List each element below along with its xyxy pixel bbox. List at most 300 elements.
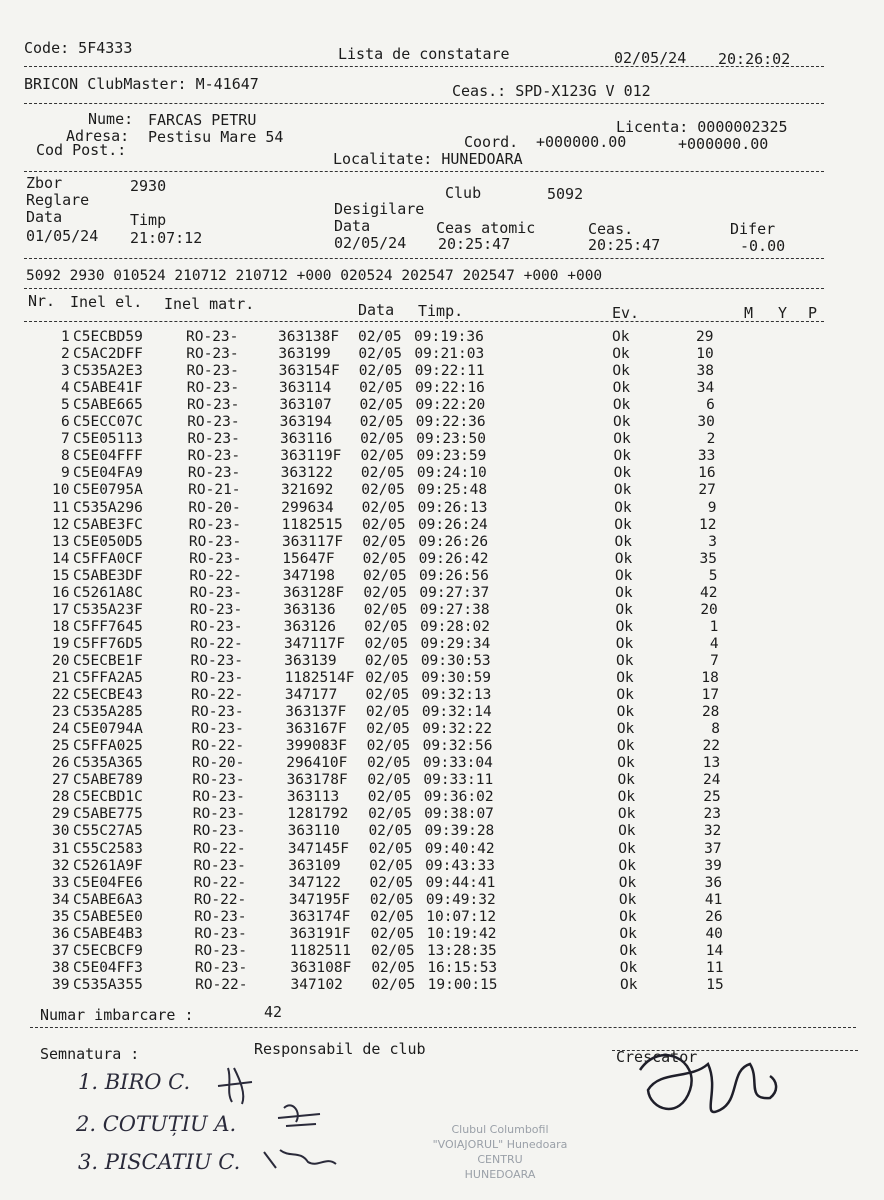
row-inel-matr: RO-23-: [186, 346, 239, 363]
row-time: 09:22:20: [415, 397, 486, 414]
row-time: 09:44:41: [425, 874, 496, 891]
row-date: 02/05: [371, 976, 416, 993]
row-event: Ok: [618, 857, 636, 874]
row-ring-number: 1182514F: [284, 670, 355, 686]
col-p: P: [808, 304, 818, 322]
row-rank: 41: [704, 891, 723, 908]
row-inel-matr: RO-22-: [193, 891, 247, 908]
row-event: Ok: [617, 806, 636, 823]
row-time: 09:30:53: [420, 652, 491, 669]
summary-line: 5092 2930 010524 210712 210712 +000 020524 202547 202547 +000 +000: [26, 268, 603, 284]
row-rank: 25: [703, 789, 721, 806]
row-nr: 19: [52, 635, 70, 652]
clubmaster-id: BRICON ClubMaster: M-41647: [24, 75, 259, 93]
desig-data: 02/05/24: [334, 234, 407, 252]
row-nr: 14: [52, 550, 70, 567]
row-ring-number: 15647F: [282, 550, 335, 567]
row-nr: 4: [61, 380, 70, 397]
col-inel-matr: Inel matr.: [164, 295, 255, 313]
col-data: Data: [358, 301, 395, 319]
row-time: 09:19:36: [414, 329, 484, 345]
row-date: 02/05: [367, 789, 412, 806]
row-inel-matr: RO-23-: [186, 329, 239, 345]
row-event: Ok: [614, 567, 633, 584]
row-inel-matr: RO-23-: [187, 431, 240, 448]
row-rank: 32: [703, 823, 722, 840]
row-rank: 15: [706, 976, 724, 993]
row-inel-el: C5FF7645: [73, 618, 143, 635]
row-inel-matr: RO-23-: [189, 550, 242, 567]
difer-label: Difer: [730, 220, 776, 238]
row-nr: 38: [52, 959, 70, 976]
signatory-1: 1. BIRO C.: [78, 1070, 191, 1094]
row-nr: 10: [52, 482, 70, 499]
row-nr: 33: [52, 874, 70, 891]
row-time: 09:22:16: [415, 380, 485, 397]
row-ring-number: 1281792: [287, 806, 349, 823]
row-ring-number: 363119F: [280, 448, 342, 465]
nume-label: Nume:: [88, 110, 134, 128]
row-date: 02/05: [367, 755, 411, 772]
row-rank: 24: [703, 772, 721, 789]
row-date: 02/05: [366, 738, 411, 755]
row-inel-el: C5ABE775: [73, 806, 143, 823]
row-date: 02/05: [361, 482, 405, 499]
row-inel-matr: RO-23-: [191, 704, 244, 721]
row-nr: 28: [52, 789, 70, 806]
row-rank: 5: [708, 567, 718, 584]
row-nr: 1: [61, 329, 70, 345]
row-rank: 23: [703, 806, 722, 823]
row-date: 02/05: [369, 874, 414, 891]
row-ring-number: 363178F: [286, 772, 348, 789]
row-time: 13:28:35: [426, 942, 497, 959]
row-nr: 27: [52, 772, 70, 789]
row-time: 09:36:02: [423, 789, 494, 806]
row-rank: 9: [707, 499, 717, 516]
row-date: 02/05: [364, 635, 409, 652]
row-inel-matr: RO-23-: [192, 772, 245, 789]
row-event: Ok: [612, 380, 631, 397]
row-inel-matr: RO-23-: [194, 925, 247, 942]
row-event: Ok: [615, 635, 634, 652]
row-rank: 22: [702, 738, 720, 755]
row-inel-el: C55C27A5: [73, 823, 143, 840]
row-ring-number: 363128F: [282, 584, 345, 601]
row-inel-matr: RO-23-: [187, 448, 241, 465]
row-inel-matr: RO-23-: [194, 908, 247, 925]
row-inel-el: C5ABE5E0: [73, 908, 143, 925]
row-date: 02/05: [368, 806, 412, 823]
row-inel-matr: RO-22-: [191, 738, 245, 755]
row-event: Ok: [616, 704, 635, 721]
row-inel-matr: RO-20-: [188, 499, 241, 516]
row-ring-number: 363107: [279, 397, 332, 414]
row-ring-number: 363139: [284, 652, 337, 669]
row-ring-number: 347198: [282, 567, 335, 584]
row-nr: 22: [52, 687, 70, 704]
row-ring-number: 363126: [283, 618, 336, 635]
row-rank: 29: [696, 329, 714, 345]
row-time: 09:26:26: [418, 533, 489, 550]
row-inel-matr: RO-23-: [191, 721, 244, 738]
row-date: 02/05: [366, 721, 410, 738]
row-rank: 40: [705, 925, 723, 942]
col-m: M: [744, 304, 754, 322]
row-rank: 38: [696, 363, 714, 380]
row-time: 09:33:11: [423, 772, 494, 789]
row-time: 10:19:42: [426, 925, 497, 942]
coord-label: Coord.: [464, 133, 519, 151]
row-date: 02/05: [367, 772, 412, 789]
row-ring-number: 363138F: [278, 329, 340, 345]
owner-name: FARCAS PETRU: [148, 111, 257, 129]
row-rank: 11: [705, 959, 724, 976]
row-event: Ok: [616, 670, 634, 686]
row-event: Ok: [617, 772, 635, 789]
row-event: Ok: [615, 601, 633, 618]
row-nr: 9: [61, 465, 70, 482]
difer-value: -0.00: [740, 237, 786, 255]
row-event: Ok: [614, 533, 632, 550]
row-event: Ok: [612, 397, 631, 414]
desigilare-label: Desigilare: [334, 200, 425, 218]
row-inel-matr: RO-23-: [190, 670, 244, 686]
ceas-value: 20:25:47: [588, 236, 661, 254]
row-inel-matr: RO-22-: [193, 840, 246, 857]
club-stamp: [395, 1122, 605, 1182]
reglare-data-label: Data: [26, 208, 63, 226]
row-ring-number: 363117F: [281, 533, 344, 550]
row-nr: 39: [52, 976, 70, 993]
row-nr: 16: [52, 584, 70, 601]
row-inel-matr: RO-23-: [194, 942, 248, 959]
row-time: 09:27:37: [419, 584, 490, 601]
row-event: Ok: [617, 789, 636, 806]
row-time: 10:07:12: [426, 908, 497, 925]
responsabil-label: Responsabil de club: [254, 1040, 426, 1058]
header-time: 20:26:02: [718, 50, 791, 68]
row-time: 09:32:56: [422, 738, 493, 755]
row-inel-el: C5FFA0CF: [73, 550, 143, 567]
row-ring-number: 299634: [281, 499, 334, 516]
row-inel-el: C5ECBE1F: [73, 652, 143, 669]
locality: Localitate: HUNEDOARA: [333, 150, 523, 168]
row-ring-number: 363108F: [290, 959, 352, 976]
row-event: Ok: [618, 874, 637, 891]
col-inel-el: Inel el.: [70, 293, 143, 311]
row-rank: 35: [699, 550, 717, 567]
semnatura-label: Semnatura :: [40, 1045, 140, 1063]
signatory-2: 2. COTUȚIU A.: [76, 1112, 237, 1136]
codpost-label: Cod Post.:: [36, 141, 127, 159]
row-ring-number: 347195F: [288, 891, 350, 908]
reglare-timp-label: Timp: [130, 211, 167, 229]
code-label: Code: 5F4333: [24, 39, 133, 57]
row-rank: 42: [700, 584, 718, 601]
row-rank: 26: [705, 908, 723, 925]
row-date: 02/05: [362, 533, 406, 550]
col-ev: Ev.: [612, 304, 640, 322]
row-nr: 6: [61, 414, 70, 431]
row-nr: 26: [52, 755, 70, 772]
row-nr: 3: [61, 363, 70, 380]
row-date: 02/05: [364, 652, 409, 669]
adresa-label: Adresa:: [66, 127, 130, 145]
row-time: 09:32:22: [422, 721, 493, 738]
row-event: Ok: [619, 976, 638, 993]
row-date: 02/05: [359, 397, 404, 414]
row-ring-number: 363154F: [278, 363, 340, 380]
row-date: 02/05: [358, 363, 403, 380]
row-ring-number: 347145F: [287, 840, 349, 857]
row-ring-number: 363113: [286, 789, 340, 806]
row-ring-number: 363174F: [289, 908, 351, 925]
row-date: 02/05: [361, 499, 406, 516]
row-ring-number: 296410F: [286, 755, 348, 772]
row-inel-el: C5ABE789: [73, 772, 143, 789]
col-nr: Nr.: [28, 292, 56, 310]
row-time: 09:22:36: [415, 414, 486, 431]
row-inel-el: C5E04FF3: [73, 959, 143, 976]
row-inel-el: C5E04FE6: [73, 874, 143, 891]
row-inel-el: C535A23F: [73, 601, 143, 618]
row-inel-matr: RO-23-: [186, 363, 239, 380]
row-nr: 8: [61, 448, 70, 465]
row-nr: 29: [52, 806, 70, 823]
row-rank: 16: [698, 465, 716, 482]
row-rank: 1: [709, 618, 719, 635]
col-timp: Timp.: [418, 302, 464, 320]
row-event: Ok: [615, 584, 633, 601]
row-event: Ok: [613, 431, 631, 448]
row-rank: 30: [697, 414, 715, 431]
reglare-label: Reglare: [26, 191, 90, 209]
row-date: 02/05: [370, 925, 415, 942]
row-inel-el: C535A355: [73, 976, 143, 993]
row-ring-number: 363122: [280, 465, 334, 482]
row-inel-el: C5ECBD1C: [73, 789, 143, 806]
row-time: 09:32:14: [421, 704, 492, 721]
row-rank: 37: [704, 840, 722, 857]
row-date: 02/05: [365, 704, 410, 721]
row-ring-number: 363109: [288, 857, 341, 874]
row-nr: 11: [52, 499, 70, 516]
row-inel-matr: RO-23-: [189, 584, 242, 601]
row-time: 09:23:59: [416, 448, 487, 465]
stamp-line-3: CENTRU: [477, 1153, 523, 1166]
row-inel-el: C535A285: [73, 704, 143, 721]
row-inel-el: C535A365: [73, 755, 143, 772]
row-inel-el: C5ECBE43: [73, 687, 143, 704]
clock-id: Ceas.: SPD-X123G V 012: [452, 82, 651, 100]
row-event: Ok: [614, 516, 632, 533]
row-inel-matr: RO-23-: [186, 380, 240, 397]
row-nr: 5: [61, 397, 70, 414]
row-nr: 23: [52, 704, 70, 721]
row-time: 09:27:38: [419, 601, 490, 618]
row-nr: 31: [52, 840, 70, 857]
row-nr: 25: [52, 738, 70, 755]
row-inel-el: C5ABE41F: [73, 380, 143, 397]
row-rank: 39: [704, 857, 722, 874]
row-date: 02/05: [363, 601, 408, 618]
row-inel-matr: RO-23-: [190, 652, 243, 669]
row-event: Ok: [613, 414, 631, 431]
row-time: 09:26:24: [417, 516, 488, 533]
row-inel-el: C5ABE665: [73, 397, 143, 414]
row-date: 02/05: [360, 448, 405, 465]
row-inel-matr: RO-22-: [189, 567, 242, 584]
row-nr: 17: [52, 601, 70, 618]
stamp-line-2: "VOIAJORUL" Hunedoara: [432, 1138, 568, 1151]
row-inel-matr: RO-20-: [192, 755, 245, 772]
row-rank: 34: [696, 380, 715, 397]
licence: Licenta: 0000002325: [616, 118, 788, 136]
numar-label: Numar imbarcare :: [40, 1006, 194, 1024]
ceas-atomic-value: 20:25:47: [438, 235, 511, 253]
row-rank: 13: [702, 755, 721, 772]
crescator-label: Crescator: [616, 1048, 698, 1066]
row-time: 09:40:42: [424, 840, 495, 857]
row-nr: 15: [52, 567, 70, 584]
row-inel-matr: RO-23-: [190, 618, 243, 635]
row-date: 02/05: [359, 414, 404, 431]
row-event: Ok: [619, 959, 638, 976]
row-ring-number: 363114: [278, 380, 332, 397]
row-event: Ok: [616, 687, 634, 704]
row-ring-number: 399083F: [285, 738, 348, 755]
row-inel-el: C5ABE3FC: [73, 516, 143, 533]
row-ring-number: 1182511: [289, 942, 351, 959]
signatory-3: 3. PISCATIU C.: [78, 1150, 241, 1174]
row-rank: 14: [705, 942, 724, 959]
row-time: 16:15:53: [427, 959, 498, 976]
row-nr: 37: [52, 942, 70, 959]
stamp-line-4: HUNEDOARA: [464, 1168, 536, 1181]
row-event: Ok: [613, 448, 631, 465]
row-inel-el: C535A296: [73, 499, 143, 516]
row-ring-number: 363167F: [285, 721, 347, 738]
row-event: Ok: [612, 329, 630, 345]
row-rank: 27: [698, 482, 716, 499]
reglare-data: 01/05/24: [26, 227, 99, 245]
row-time: 09:23:50: [416, 431, 486, 448]
row-inel-matr: RO-23-: [193, 857, 246, 874]
row-event: Ok: [613, 482, 632, 499]
row-nr: 12: [52, 516, 70, 533]
row-event: Ok: [617, 738, 635, 755]
row-date: 02/05: [365, 670, 409, 686]
row-inel-el: C5AC2DFF: [73, 346, 143, 363]
row-event: Ok: [617, 755, 635, 772]
row-nr: 30: [52, 823, 70, 840]
row-nr: 24: [52, 721, 70, 738]
row-nr: 20: [52, 652, 70, 669]
row-inel-el: C55C2583: [73, 840, 143, 857]
row-date: 02/05: [361, 516, 406, 533]
row-ring-number: 363136: [283, 601, 336, 618]
row-date: 02/05: [358, 329, 402, 345]
row-nr: 2: [61, 346, 70, 363]
row-ring-number: 321692: [280, 482, 334, 499]
row-rank: 28: [701, 704, 720, 721]
document-title: Lista de constatare: [338, 45, 510, 63]
row-inel-matr: RO-22-: [193, 874, 247, 891]
row-date: 02/05: [365, 687, 410, 704]
numar-value: 42: [264, 1003, 283, 1021]
row-inel-el: C5ABE3DF: [73, 567, 143, 584]
row-event: Ok: [613, 465, 632, 482]
row-inel-matr: RO-23-: [192, 823, 246, 840]
row-event: Ok: [614, 499, 632, 516]
row-event: Ok: [615, 652, 634, 669]
row-ring-number: 347177: [284, 687, 338, 704]
row-rank: 17: [701, 687, 720, 704]
row-event: Ok: [618, 891, 637, 908]
row-rank: 10: [696, 346, 714, 363]
header-date: 02/05/24: [614, 49, 687, 67]
row-nr: 13: [52, 533, 70, 550]
row-time: 09:38:07: [424, 806, 494, 823]
row-time: 09:21:03: [414, 346, 485, 363]
row-rank: 18: [701, 670, 719, 686]
row-date: 02/05: [368, 823, 413, 840]
row-event: Ok: [619, 925, 637, 942]
row-nr: 32: [52, 857, 70, 874]
row-event: Ok: [615, 618, 634, 635]
row-time: 09:26:42: [418, 550, 489, 567]
row-event: Ok: [612, 363, 630, 380]
row-ring-number: 363116: [279, 431, 333, 448]
row-ring-number: 347102: [290, 976, 343, 993]
row-inel-el: C5FFA2A5: [73, 670, 143, 686]
row-event: Ok: [618, 823, 636, 840]
row-inel-el: C5ABE4B3: [73, 925, 143, 942]
row-date: 02/05: [371, 959, 415, 976]
row-ring-number: 363194: [279, 414, 333, 431]
row-inel-el: C5E0795A: [73, 482, 143, 499]
row-date: 02/05: [363, 584, 408, 601]
row-time: 09:28:02: [420, 618, 490, 635]
owner-address: Pestisu Mare 54: [148, 128, 284, 146]
row-rank: 8: [711, 721, 720, 738]
zbor-label: Zbor: [26, 174, 63, 192]
row-inel-matr: RO-22-: [191, 687, 244, 704]
row-date: 02/05: [363, 567, 407, 584]
coord-x: +000000.00: [536, 133, 627, 151]
row-time: 09:24:10: [416, 465, 487, 482]
row-inel-matr: RO-23-: [189, 601, 243, 618]
row-date: 02/05: [360, 465, 405, 482]
row-date: 02/05: [368, 840, 413, 857]
row-date: 02/05: [360, 431, 404, 448]
row-inel-el: C5E0794A: [73, 721, 143, 738]
row-event: Ok: [616, 721, 635, 738]
row-inel-el: C5261A9F: [73, 857, 143, 874]
row-time: 19:00:15: [427, 976, 498, 993]
row-inel-el: C5ECC07C: [73, 414, 143, 431]
row-date: 02/05: [370, 942, 415, 959]
row-time: 09:26:13: [417, 499, 488, 516]
row-nr: 7: [61, 431, 70, 448]
row-inel-matr: RO-21-: [188, 482, 241, 499]
row-rank: 3: [708, 533, 717, 550]
row-rank: 20: [700, 601, 718, 618]
row-inel-matr: RO-23-: [188, 533, 242, 550]
row-time: 09:22:11: [414, 363, 485, 380]
row-ring-number: 347122: [288, 874, 341, 891]
